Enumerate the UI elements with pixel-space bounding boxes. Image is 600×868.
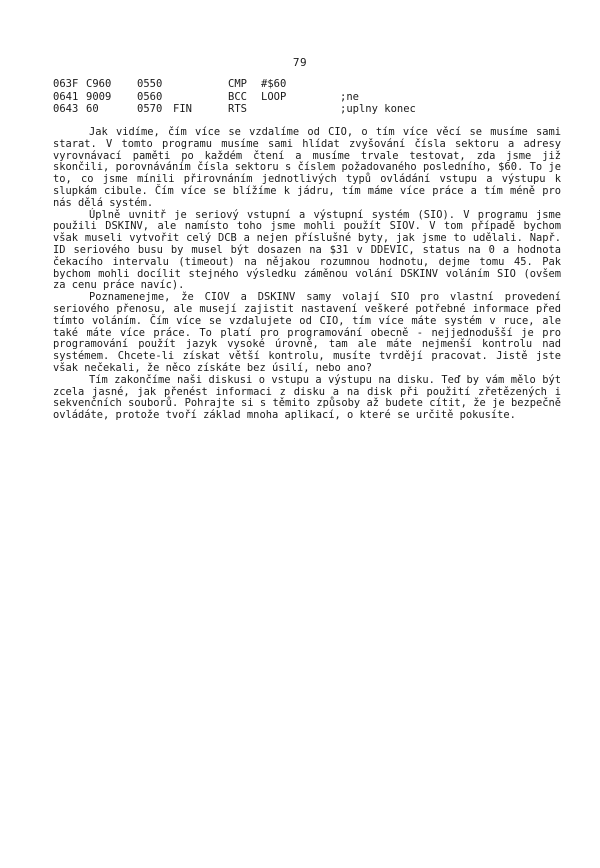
code-address: 063F	[53, 78, 79, 90]
paragraph: Úplně uvnitř je seriový vstupní a výstupní systém (SIO). V programu jsme použili DSKINV, ale namísto toho jsme mohli použít SIOV. V tom případě bychom však museli vytvořit celý DCB a nejen příslušné byty, jak jsme to udělali. Např. ID seriového busu by musel být dosazen na $31 v DDEVIC, status na 0 a hodnota čekacího intervalu (timeout) na nějakou rozumnou hodnotu, dejme tomu 45. Pak bychom mohli docílit stejného výsledku záměnou volání DSKINV voláním SIO (ovšem za cenu práce navíc).	[53, 208, 561, 292]
code-address: 0641	[53, 90, 79, 103]
code-bytes: C960	[86, 78, 112, 90]
paragraph: Jak vidíme, čím více se vzdalíme od CIO, o tím více věcí se musíme sami starat. V tomto programu musíme sami hlídat zvyšování čísla sektoru a adresy vyrovnávací paměti po každém čtení a musíme trvale testovat, zda jsme již skončili, porovnáváním čísla sektoru s číslem požadovaného posledního, $60. To je to, co jsme mínili přirovnáním jednotlivých typů ovládání vstupu a výstupu k slupkám cibule. Čím více se blížíme k jádru, tím máme více práce a tím méně pro nás dělá systém.	[53, 126, 561, 209]
paragraph: Tím zakončíme naši diskusi o vstupu a výstupu na disku. Teď by vám mělo být zcela jasné, jak přenést informaci z disku a na disk při použití zřetězených i sekvenčních souborů. Pohrajte si s těmito způsoby až budete cítit, že je bezpečně ovládáte, protože tvoří základ mnoha aplikací, o které se určitě pokusíte.	[53, 373, 561, 422]
code-opcode: BCC	[228, 90, 247, 103]
paragraph: Poznamenejme, že CIOV a DSKINV samy volají SIO pro vlastní provedení seriového přenosu, ale musejí zajistit nastavení veškeré potřebné informace před tímto voláním. Čím více se vzdalujete od CIO, tím více máte systém v ruce, ale také máte více práce. To platí pro programování obecně - nejjednodušší je pro programování použít jazyk vysoké úrovně, tam ale máte nejmenší kontrolu nad systémem. Chcete-li získat větší kontrolu, musíte tvrdějí pracovat. Jistě jste však nečekali, že něco získáte bez úsilí, nebo ano?	[53, 291, 561, 374]
code-opcode: CMP	[228, 78, 247, 90]
page-number: 79	[292, 56, 308, 69]
assembly-listing	[53, 78, 416, 116]
code-line-number: 0570	[137, 103, 163, 115]
code-comment: ;ne	[340, 90, 359, 103]
code-operand: LOOP	[261, 90, 287, 103]
code-bytes: 60	[86, 103, 99, 115]
code-address: 0643	[53, 103, 79, 115]
code-line-number: 0550	[137, 78, 163, 90]
code-operand: #$60	[261, 78, 287, 90]
code-line	[53, 90, 359, 104]
body-text	[53, 127, 561, 422]
code-opcode: RTS	[228, 103, 247, 115]
code-label: FIN	[173, 103, 192, 115]
code-line	[53, 78, 287, 91]
code-bytes: 9009	[86, 90, 112, 103]
code-line	[53, 103, 416, 116]
code-line-number: 0560	[137, 90, 163, 103]
code-comment: ;uplny konec	[340, 103, 416, 115]
